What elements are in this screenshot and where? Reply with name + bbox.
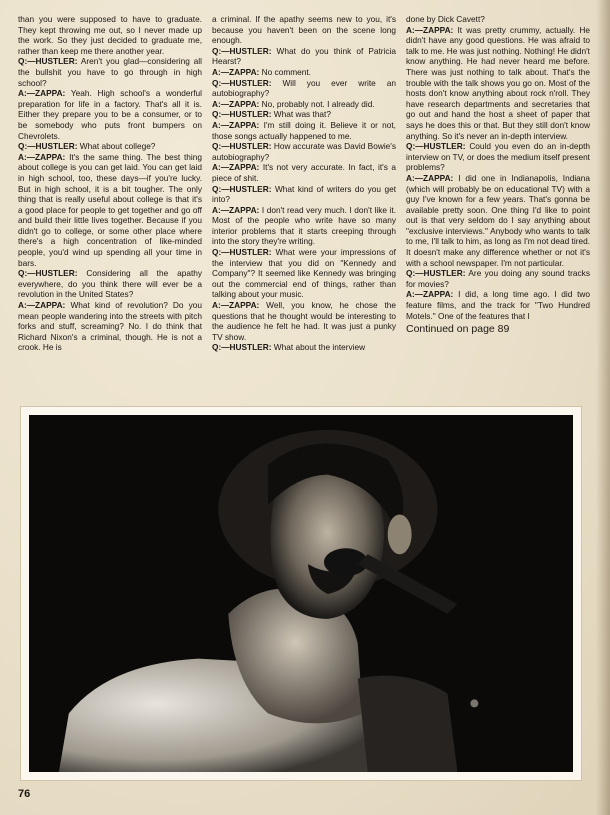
page-number: 76	[18, 788, 31, 800]
speaker-label: Q:—HUSTLER:	[212, 183, 272, 194]
page-edge-shadow	[596, 0, 610, 815]
speaker-label: A:—ZAPPA:	[212, 204, 260, 215]
interview-paragraph	[406, 173, 590, 268]
speaker-label: A:—ZAPPA:	[18, 88, 66, 99]
paragraph-text: Are you doing any sound tracks for movies?	[406, 268, 590, 289]
interview-paragraph	[212, 99, 396, 110]
interview-paragraph	[406, 268, 590, 289]
paragraph-text: Will you ever write an autobiography?	[212, 77, 396, 99]
paragraph-text: No comment.	[261, 66, 311, 77]
paragraph-text: What were your impressions of the interview that you did on "Kennedy and Company"? It seemed like Kennedy was bringing out the commercial end of things, rather than talking about your music.	[212, 247, 396, 300]
photo-frame	[20, 406, 582, 781]
speaker-label: Q:—HUSTLER:	[212, 109, 272, 120]
article-column-2	[212, 14, 396, 406]
speaker-label: A:—ZAPPA:	[212, 98, 260, 109]
interview-paragraph	[18, 56, 202, 88]
speaker-label: Q:—HUSTLER:	[212, 342, 272, 353]
performer-photo	[29, 415, 573, 772]
interview-paragraph	[18, 268, 202, 300]
speaker-label: Q:—HUSTLER:	[18, 56, 78, 67]
interview-paragraph	[212, 46, 396, 67]
paragraph-text: done by Dick Cavett?	[406, 14, 485, 24]
interview-paragraph	[212, 205, 396, 247]
speaker-label: A:—ZAPPA:	[406, 24, 454, 35]
article-columns	[18, 14, 590, 406]
interview-paragraph	[212, 109, 396, 120]
speaker-label: A:—ZAPPA:	[212, 300, 260, 311]
interview-paragraph	[212, 300, 396, 342]
speaker-label: Q:—HUSTLER:	[406, 268, 466, 279]
interview-paragraph	[406, 289, 590, 321]
performer-photo-illustration	[29, 415, 573, 772]
interview-paragraph	[212, 247, 396, 300]
paragraph-text: a criminal. If the apathy seems new to you, it's because you haven't been on the scene long enough.	[212, 14, 396, 46]
paragraph-text: What kind of writers do you get into?	[212, 183, 396, 205]
paragraph-text: What do you think of Patricia Hearst?	[212, 45, 396, 67]
interview-paragraph	[212, 162, 396, 183]
paragraph-text: I did one in Indianapolis, Indiana (which will probably be on educational TV) with a guy I've known for a few years. That's gonna be available pretty soon. One thing I'd like to point out is that very seldom do I say anything about "exclusive interviews." Anybody who wants to talk to me, I'll talk to him, as long as I'm not dead tired. It doesn't make any difference whether or not it's with a school newspaper. I'm not particular.	[406, 172, 590, 268]
paragraph-text: What kind of revolution? Do you mean people wandering into the streets with pitch forks and stuff, screaming? No. I do think that Richard Nixon's a criminal, though. He is not a crook. He is	[18, 300, 202, 353]
interview-paragraph	[406, 141, 590, 173]
paragraph-text: I did, a long time ago. I did two feature films, and the track for "Two Hundred Motels." One of the features that I	[406, 289, 590, 321]
speaker-label: A:—ZAPPA:	[406, 289, 454, 300]
interview-paragraph	[212, 184, 396, 205]
paragraph-text: Considering all the apathy everywhere, do you think there will ever be a revolution in the United States?	[18, 268, 202, 300]
interview-paragraph	[18, 141, 202, 152]
speaker-label: A:—ZAPPA:	[18, 151, 66, 162]
speaker-label: A:—ZAPPA:	[18, 300, 66, 311]
continued-on-page-link: Continued on page 89	[406, 323, 510, 336]
paragraph-text: I don't read very much. I don't like it. Most of the people who write have so many interior problems that it starts creeping through into the story they're writing.	[212, 204, 396, 247]
paragraph-text: No, probably not. I already did.	[261, 98, 375, 109]
paragraph-text: Well, you know, he chose the questions that he thought would be interesting to the audience he felt he had. It was just a punky TV show.	[212, 300, 396, 342]
speaker-label: Q:—HUSTLER:	[18, 141, 78, 152]
interview-paragraph	[212, 141, 396, 162]
interview-paragraph	[18, 152, 202, 269]
interview-paragraph	[212, 78, 396, 99]
paragraph-text: It's the same thing. The best thing about college is you can get laid. You can get laid in high school, too, these days—if you're lucky. But in high school, it is a bit tougher. The only thing that is really useful about college is that it's a good place for people to get together and go off and build their little lives together. Because if you didn't go to college, or some other place where there's a high concentration of like-minded people, you'd wind up spending all your time in bars.	[18, 151, 202, 268]
speaker-label: A:—ZAPPA:	[406, 172, 454, 183]
paragraph-text: What about college?	[79, 141, 156, 152]
speaker-label: A:—ZAPPA:	[212, 66, 260, 77]
speaker-label: Q:—HUSTLER:	[212, 77, 272, 88]
paragraph-text: It's not very accurate. In fact, it's a piece of shit.	[212, 162, 396, 183]
paragraph-text: What was that?	[273, 109, 331, 120]
paragraph-text: What about the interview	[273, 342, 366, 353]
paragraph-text: Yeah. High school's a wonderful preparation for life in a factory. That's all it is. Either they prepare you to be a consumer, or to be somebody who puts front bumpers on Chevrolets.	[18, 88, 202, 141]
paragraph-text: Aren't you glad—considering all the bullshit you have to go through in high school?	[18, 56, 202, 88]
speaker-label: Q:—HUSTLER:	[406, 141, 466, 152]
interview-paragraph	[18, 88, 202, 141]
interview-paragraph	[212, 14, 396, 46]
paragraph-text: than you were supposed to have to graduate. They kept throwing me out, so I never made up the work. So they just decided to graduate me, rather than keep me there another year.	[18, 14, 202, 56]
interview-paragraph	[18, 300, 202, 353]
interview-paragraph	[212, 120, 396, 141]
interview-paragraph	[406, 25, 590, 142]
speaker-label: Q:—HUSTLER:	[212, 247, 272, 258]
speaker-label: Q:—HUSTLER:	[212, 45, 272, 56]
interview-paragraph	[212, 342, 396, 353]
speaker-label: A:—ZAPPA:	[212, 162, 260, 173]
paragraph-text: How accurate was David Bowie's autobiography?	[212, 141, 396, 162]
paragraph-text: It was pretty crummy, actually. He didn't have any good questions. He was afraid to talk to me. He was just nothing. Nothing! He didn't know anything. He had never heard me before. There was just nothing to talk about. That's the trouble with the talk shows you go on. Most of the hosts don't know anything about rock n'roll. They have research departments and secretaries that go out and hand the host a sheet of paper that says he does this or that. But they still don't know anything. So it's never an in-depth interview.	[406, 24, 590, 141]
article-column-3	[406, 14, 590, 406]
speaker-label: A:—ZAPPA:	[212, 119, 260, 130]
speaker-label: Q:—HUSTLER:	[18, 268, 78, 279]
article-column-1	[18, 14, 202, 406]
interview-paragraph	[406, 14, 590, 25]
paragraph-text: Could you even do an in-depth interview on TV, or does the medium itself present problems?	[406, 141, 590, 173]
interview-paragraph	[212, 67, 396, 78]
paragraph-text: I'm still doing it. Believe it or not, those songs actually happened to me.	[212, 119, 396, 141]
interview-paragraph	[18, 14, 202, 56]
speaker-label: Q:—HUSTLER:	[212, 141, 272, 152]
